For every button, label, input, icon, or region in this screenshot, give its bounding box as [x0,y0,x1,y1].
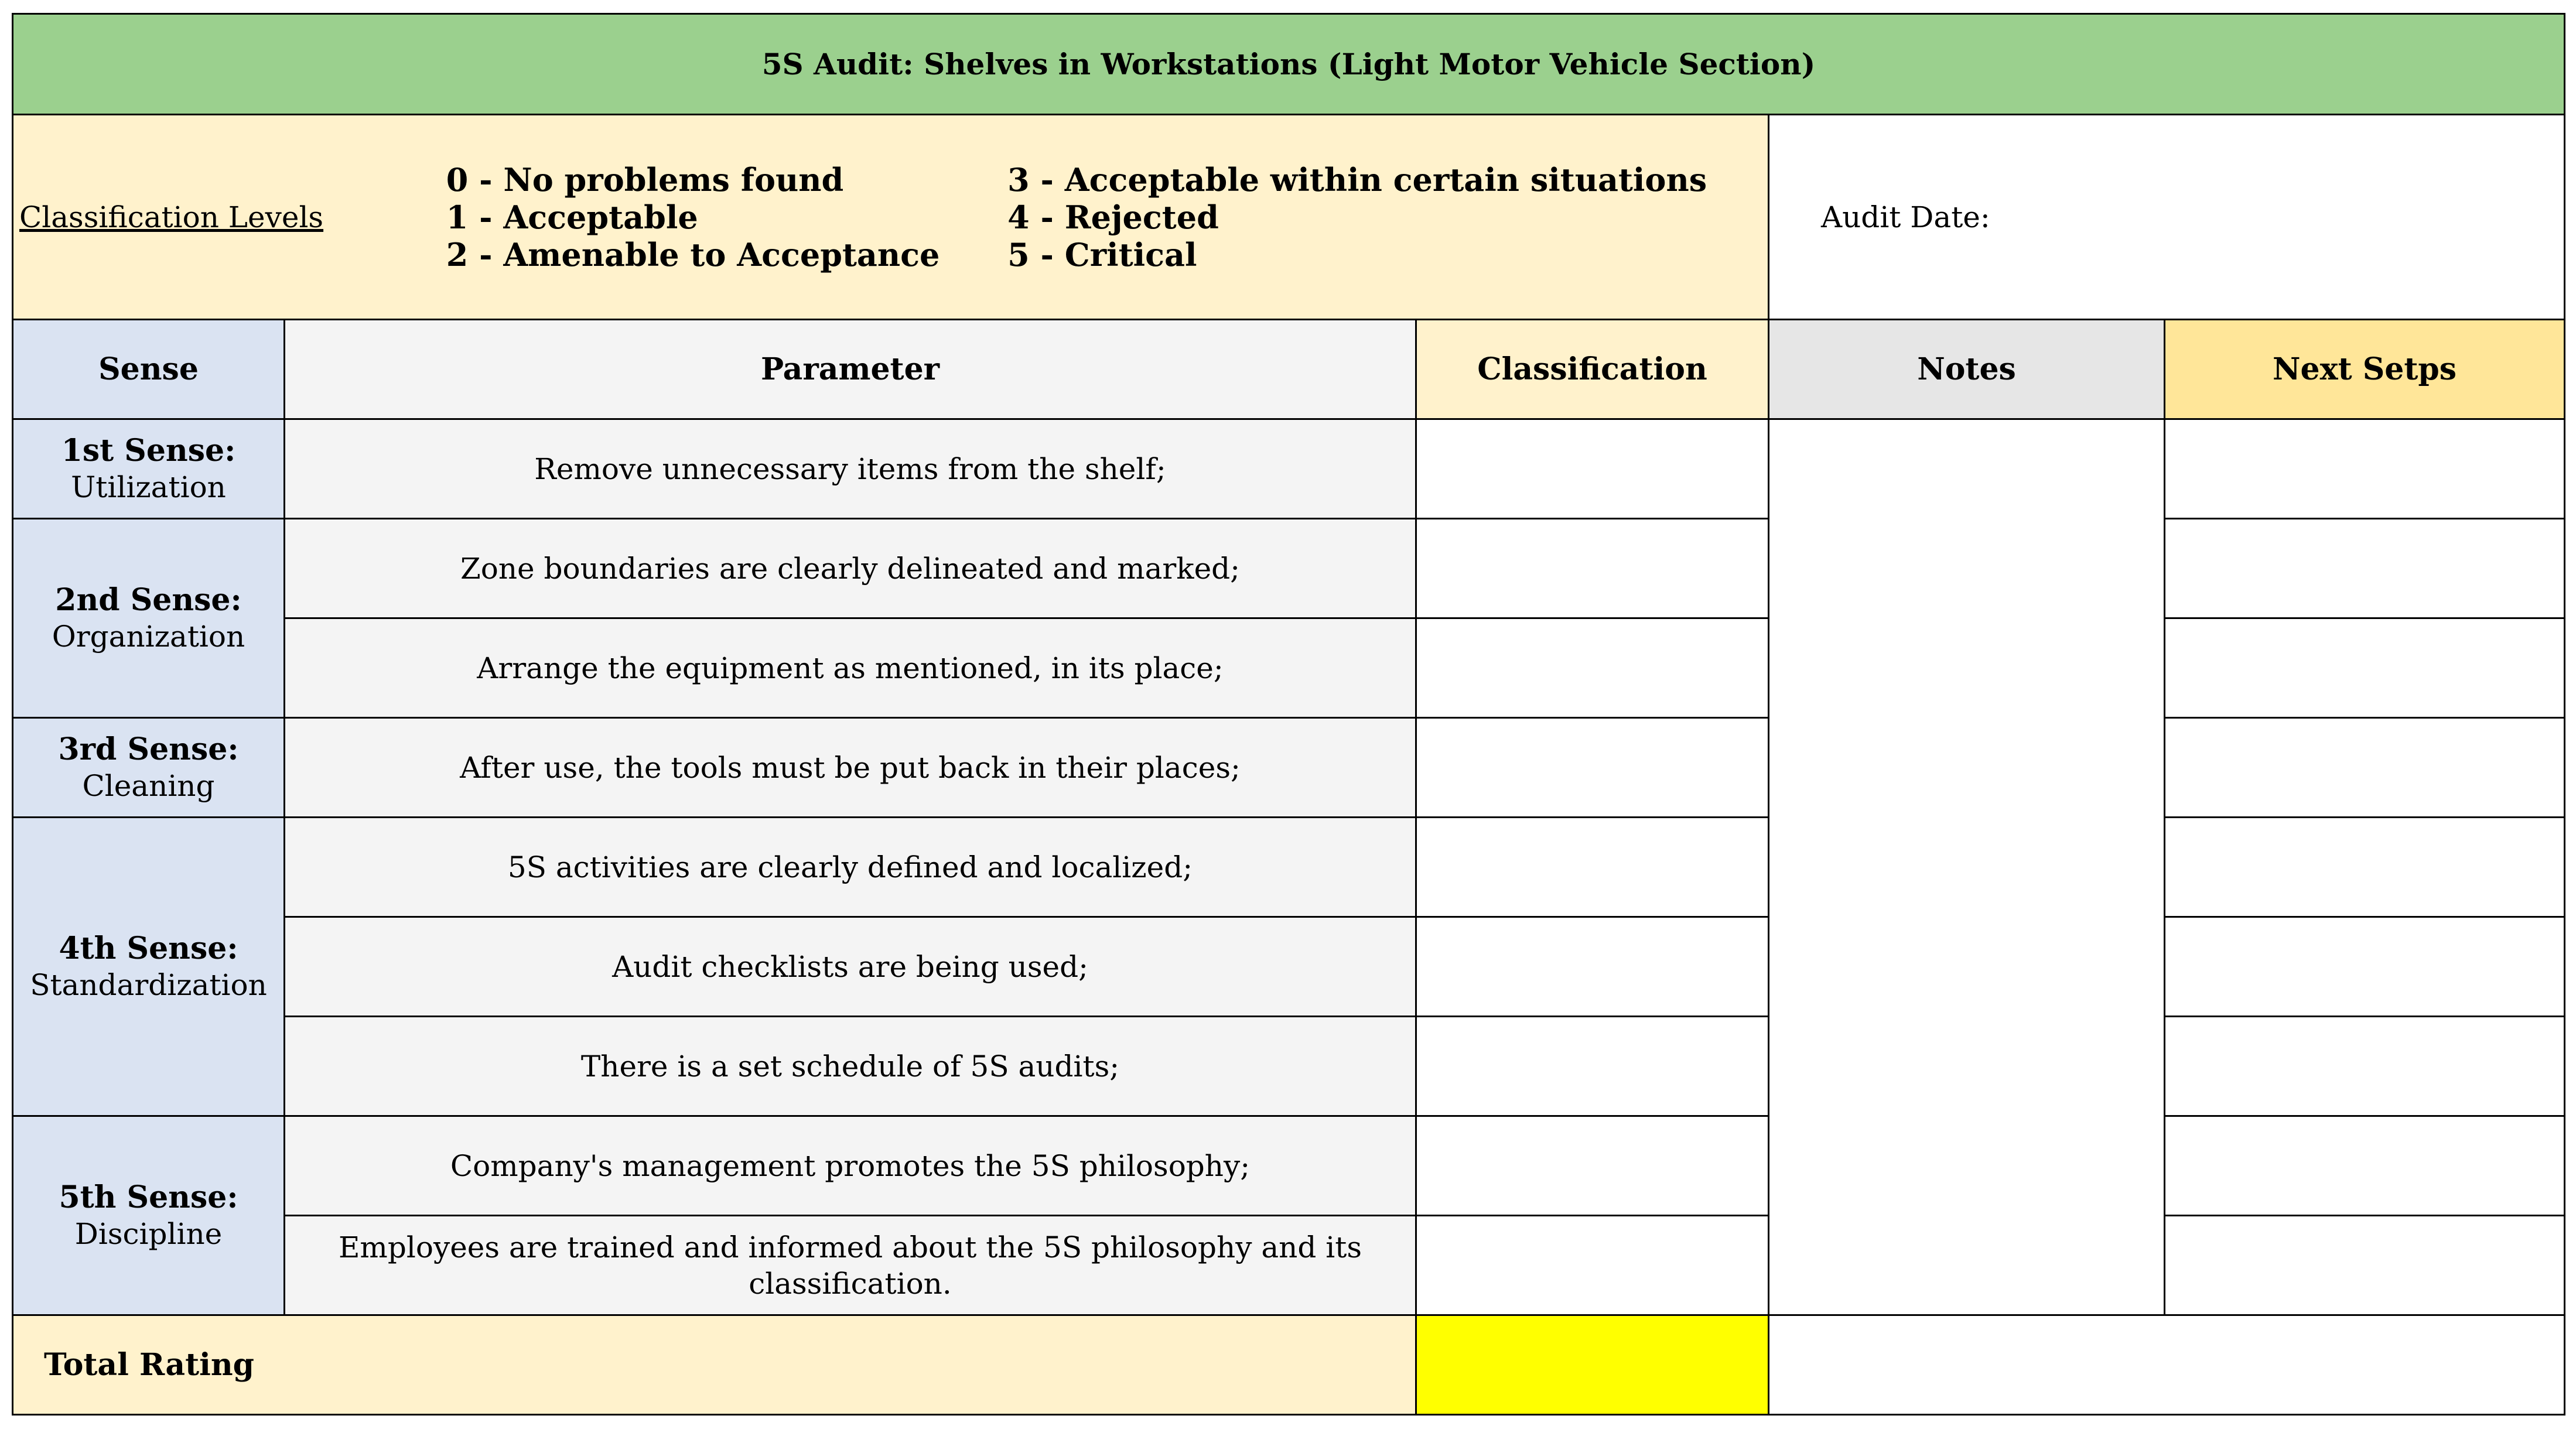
sense-2 [13,519,285,718]
sense-2-title: 2nd Sense: [55,582,242,618]
legend-level-4: 4 - Rejected [1007,198,1219,236]
notes-cell[interactable] [1769,419,2165,1315]
audit-table [12,13,2565,1416]
header-sense: Sense [13,320,285,419]
classification-cell-1[interactable] [1416,419,1769,519]
header-notes: Notes [1769,320,2165,419]
parameter-9: Employees are trained and informed about the 5S philosophy and its classification. [285,1216,1416,1315]
legend-level-2: 2 - Amenable to Acceptance [446,235,940,273]
sense-5 [13,1116,285,1315]
classification-cell-9[interactable] [1416,1216,1769,1315]
sense-2-name: Organization [52,619,245,654]
next-steps-cell-7[interactable] [2165,1017,2565,1116]
parameter-7: There is a set schedule of 5S audits; [285,1017,1416,1116]
header-classification: Classification [1416,320,1769,419]
sense-5-name: Discipline [74,1216,223,1251]
total-rating-label-cell [13,1315,1416,1415]
sense-4-title: 4th Sense: [59,930,238,966]
next-steps-cell-4[interactable] [2165,718,2565,818]
sense-4 [13,818,285,1116]
sense-1-name: Utilization [71,470,226,504]
classification-cell-2[interactable] [1416,519,1769,618]
classification-cell-7[interactable] [1416,1017,1769,1116]
next-steps-cell-1[interactable] [2165,419,2565,519]
next-steps-cell-3[interactable] [2165,618,2565,718]
classification-cell-4[interactable] [1416,718,1769,818]
legend-level-0: 0 - No problems found [446,160,844,199]
parameter-2: Zone boundaries are clearly delineated and marked; [285,519,1416,618]
legend-level-5: 5 - Critical [1007,235,1197,273]
classification-legend [13,115,1769,320]
legend-column-1 [446,161,1007,273]
next-steps-cell-8[interactable] [2165,1116,2565,1216]
legend-level-3: 3 - Acceptable within certain situations [1007,160,1707,199]
classification-cell-3[interactable] [1416,618,1769,718]
next-steps-cell-6[interactable] [2165,917,2565,1017]
classification-levels-label: Classification Levels [19,200,324,234]
parameter-4: After use, the tools must be put back in their places; [285,718,1416,818]
next-steps-cell-9[interactable] [2165,1216,2565,1315]
sense-4-name: Standardization [30,967,267,1002]
classification-cell-8[interactable] [1416,1116,1769,1216]
classification-cell-6[interactable] [1416,917,1769,1017]
audit-date-field[interactable] [1769,115,2565,320]
sense-1 [13,419,285,519]
total-rating-remarks[interactable] [1769,1315,2565,1415]
audit-title: 5S Audit: Shelves in Workstations (Light Motor Vehicle Section) [13,14,2565,115]
sense-3 [13,718,285,818]
next-steps-cell-5[interactable] [2165,818,2565,917]
total-rating-label: Total Rating [44,1347,255,1383]
sense-1-title: 1st Sense: [61,432,236,469]
total-rating-value[interactable] [1416,1315,1769,1415]
parameter-3: Arrange the equipment as mentioned, in its place; [285,618,1416,718]
sense-3-name: Cleaning [82,768,215,803]
header-parameter: Parameter [285,320,1416,419]
audit-sheet [12,13,2564,1418]
header-next-steps: Next Setps [2165,320,2565,419]
next-steps-cell-2[interactable] [2165,519,2565,618]
parameter-1: Remove unnecessary items from the shelf; [285,419,1416,519]
parameter-5: 5S activities are clearly defined and localized; [285,818,1416,917]
audit-date-label: Audit Date: [1821,200,1990,234]
legend-level-1: 1 - Acceptable [446,198,698,236]
sense-5-title: 5th Sense: [59,1179,238,1215]
sense-3-title: 3rd Sense: [58,731,239,767]
classification-cell-5[interactable] [1416,818,1769,917]
legend-column-2 [1007,161,1768,273]
parameter-8: Company's management promotes the 5S philosophy; [285,1116,1416,1216]
parameter-6: Audit checklists are being used; [285,917,1416,1017]
